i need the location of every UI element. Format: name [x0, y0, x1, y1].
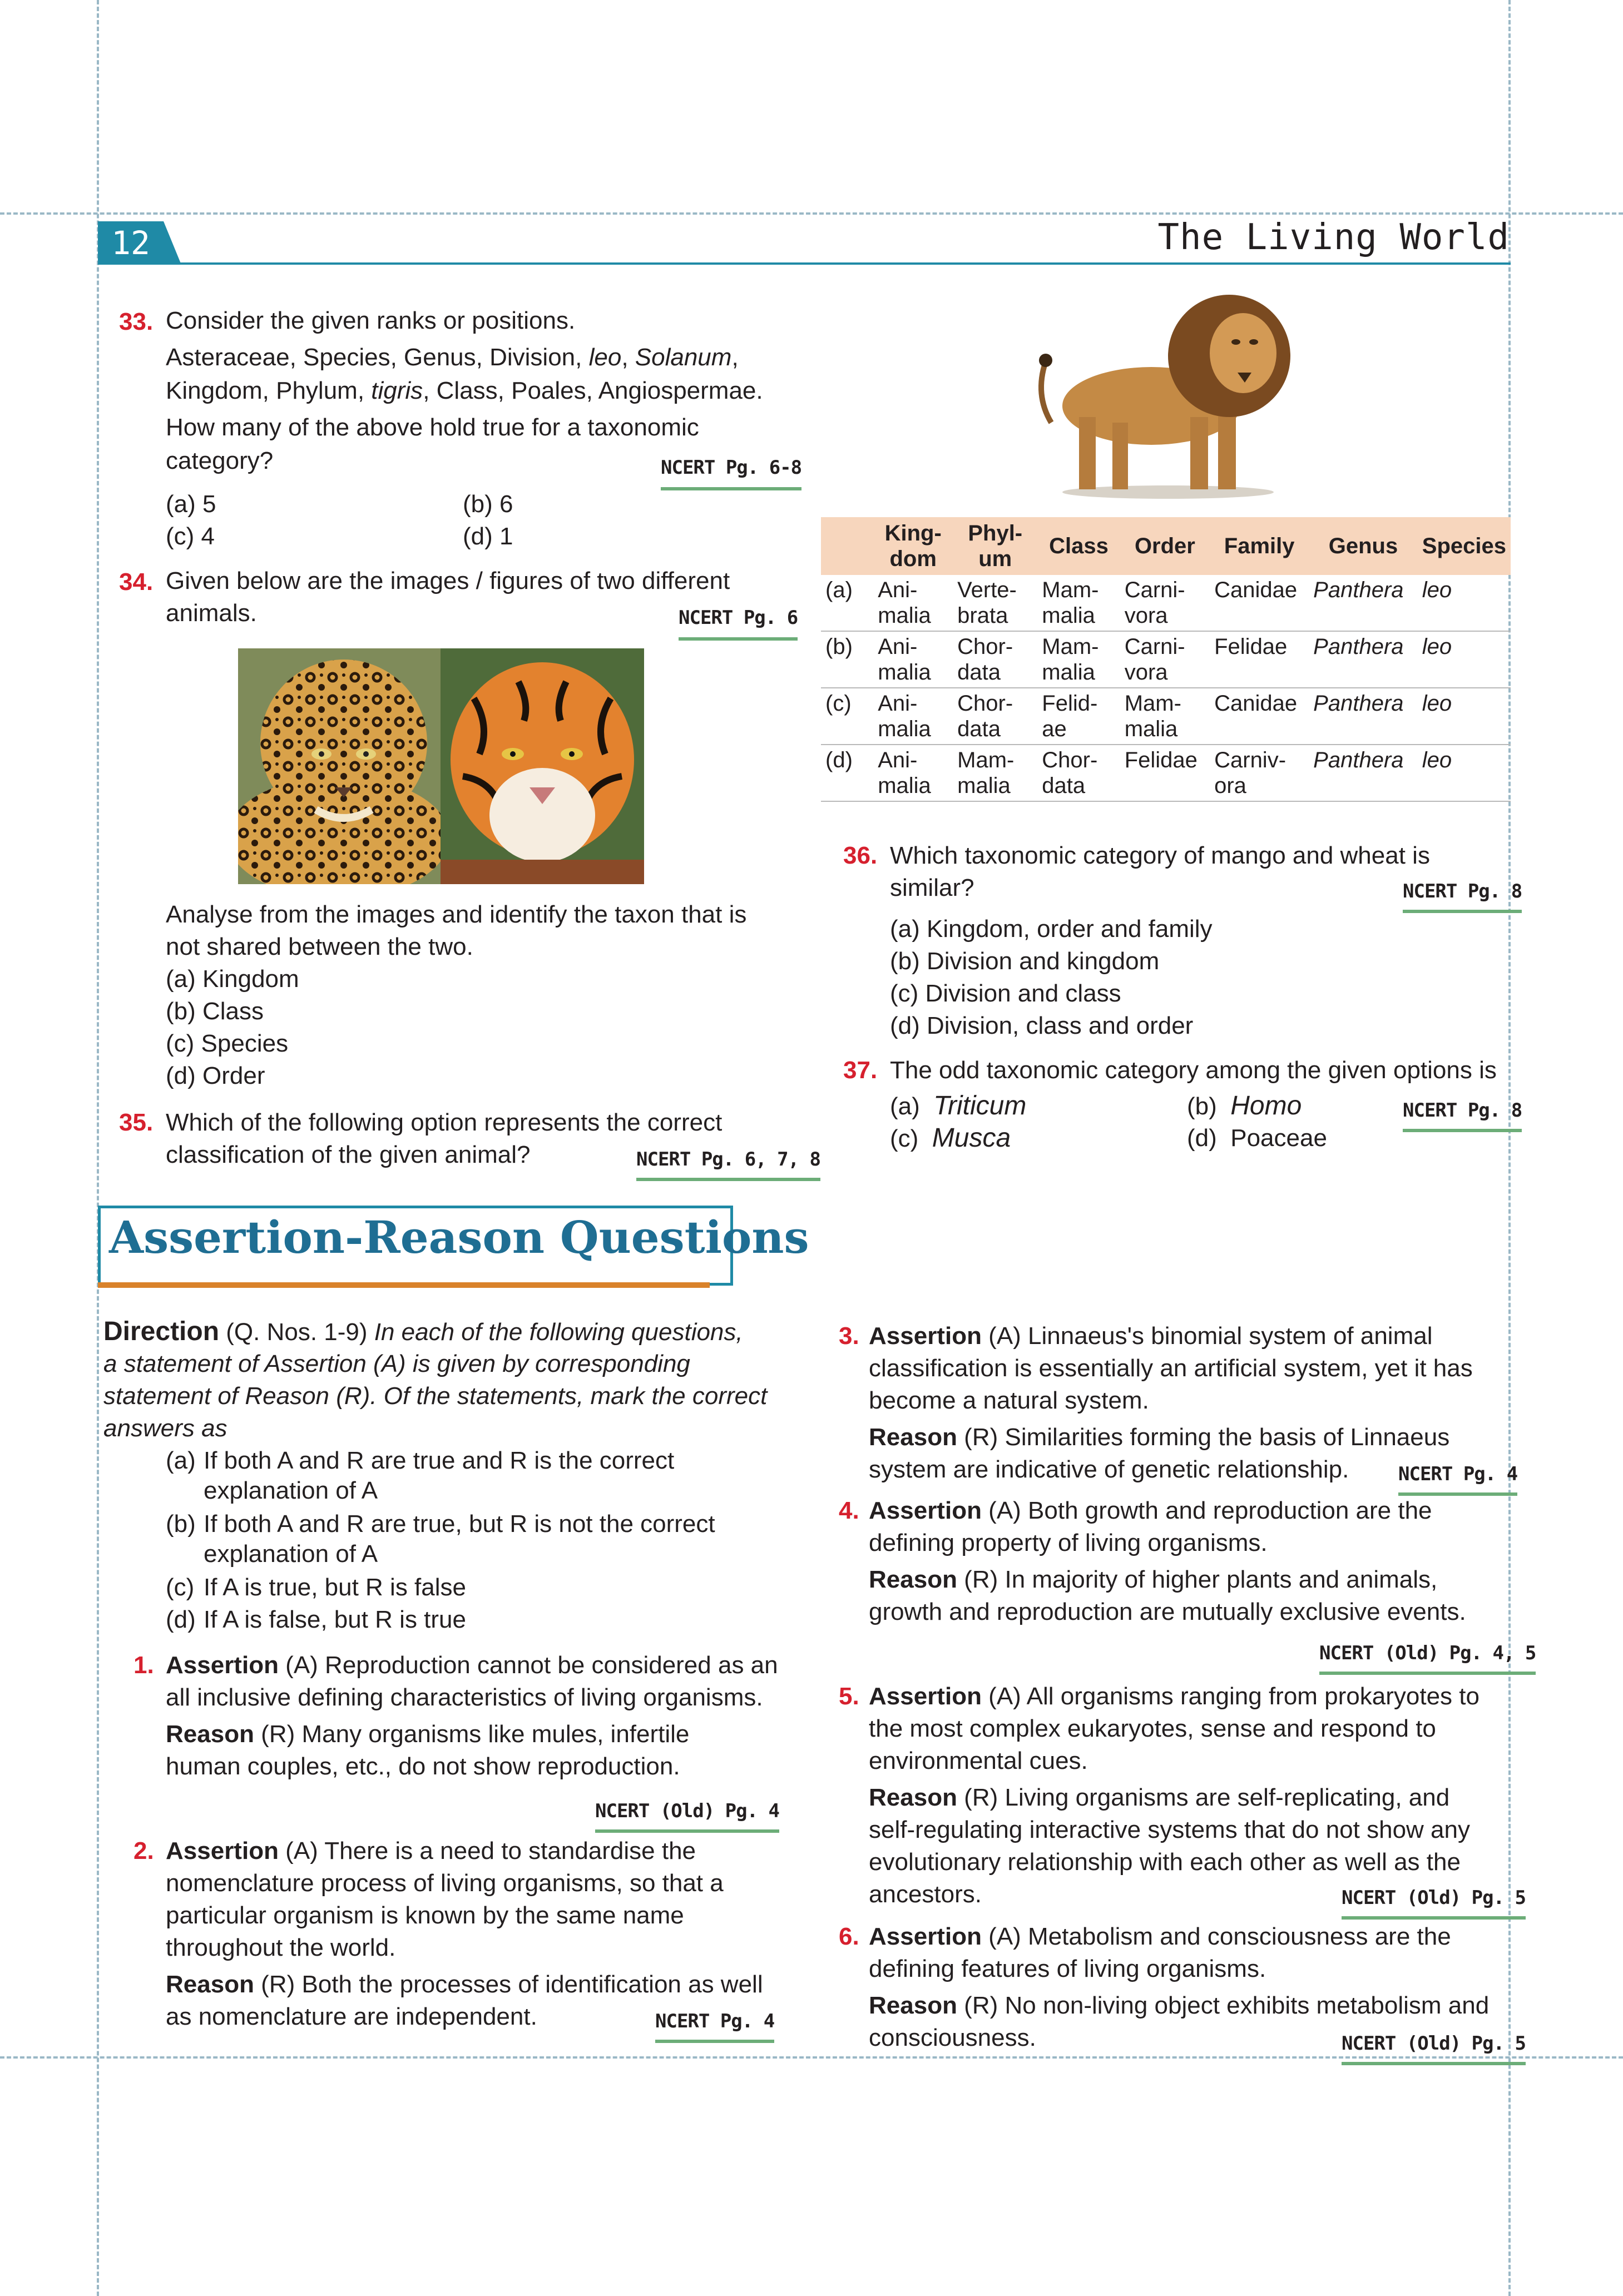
- question-text: Kingdom, Phylum, tigris, Class, Poales, Angiospermae.: [166, 377, 763, 404]
- question-number: 1.: [133, 1652, 154, 1679]
- table-cell: Felidae: [1210, 631, 1309, 688]
- assertion-text: Assertion (A) Reproduction cannot be considered as an: [166, 1652, 778, 1679]
- question-text: animals.: [166, 599, 257, 627]
- option-label: (c): [166, 1574, 195, 1601]
- column-header: King- dom: [873, 517, 953, 575]
- option-a: (a) Triticum: [890, 1091, 1027, 1120]
- option-a: (a) Kingdom, order and family: [890, 915, 1213, 943]
- assertion-text: environmental cues.: [869, 1747, 1088, 1774]
- table-cell: Mam- malia: [1037, 631, 1120, 688]
- question-text: Consider the given ranks or positions.: [166, 307, 576, 334]
- assertion-text: particular organism is known by the same name: [166, 1902, 684, 1929]
- column-header: [821, 517, 873, 575]
- direction-text: Direction (Q. Nos. 1-9) In each of the following questions,: [103, 1317, 743, 1346]
- table-cell: Mam- malia: [953, 745, 1037, 801]
- reason-text: human couples, etc., do not show reproduction.: [166, 1753, 680, 1780]
- question-text: The odd taxonomic category among the given options is: [890, 1057, 1497, 1084]
- table-cell: Panthera: [1309, 575, 1418, 631]
- page-number: 12: [98, 221, 164, 265]
- table-cell: Ani- malia: [873, 688, 953, 745]
- table-header-row: [821, 517, 1511, 575]
- crop-line-top: [0, 212, 1623, 215]
- column-header: Order: [1120, 517, 1210, 575]
- question-text: Given below are the images / figures of two different: [166, 567, 730, 594]
- table-cell: Felid- ae: [1037, 688, 1120, 745]
- classification-table: [821, 517, 1511, 802]
- question-text: not shared between the two.: [166, 933, 473, 960]
- table-cell: Carniv- ora: [1210, 745, 1309, 801]
- reason-text: system are indicative of genetic relationship.: [869, 1456, 1349, 1483]
- question-number: 33.: [119, 308, 154, 335]
- option-text: If A is false, but R is true: [204, 1606, 466, 1633]
- option-c: (c) Division and class: [890, 980, 1121, 1007]
- ncert-reference: NCERT Pg. 6, 7, 8: [636, 1143, 820, 1181]
- question-text: similar?: [890, 874, 974, 901]
- chapter-title: The Living World: [1157, 217, 1510, 258]
- ncert-reference: NCERT Pg. 4: [655, 2005, 774, 2043]
- table-cell: leo: [1418, 745, 1511, 801]
- table-cell: leo: [1418, 631, 1511, 688]
- option-b: (b) 6: [463, 490, 513, 518]
- table-cell: Panthera: [1309, 631, 1418, 688]
- table-cell: leo: [1418, 575, 1511, 631]
- direction-text: answers as: [103, 1415, 227, 1442]
- table-cell: Chor- data: [1037, 745, 1120, 801]
- table-cell: Verte- brata: [953, 575, 1037, 631]
- lion-image: [1029, 295, 1302, 500]
- assertion-text: classification is essentially an artificial system, yet it has: [869, 1355, 1473, 1382]
- question-number: 2.: [133, 1837, 154, 1864]
- question-number: 4.: [839, 1497, 859, 1524]
- table-cell: Mam- malia: [1037, 575, 1120, 631]
- question-number: 35.: [119, 1109, 154, 1136]
- reason-text: Reason (R) Many organisms like mules, infertile: [166, 1720, 690, 1748]
- table-cell: Felidae: [1120, 745, 1210, 801]
- reason-text: Reason (R) Living organisms are self-replicating, and: [869, 1784, 1450, 1811]
- option-d: (d) Poaceae: [1187, 1124, 1327, 1152]
- reason-text: as nomenclature are independent.: [166, 2003, 537, 2030]
- column-header: Species: [1418, 517, 1511, 575]
- ncert-reference: NCERT Pg. 8: [1403, 875, 1522, 913]
- table-cell: (b): [821, 631, 873, 688]
- option-d: (d) Order: [166, 1062, 265, 1089]
- assertion-text: Assertion (A) There is a need to standardise the: [166, 1837, 696, 1864]
- table-row: [821, 575, 1511, 631]
- section-title: Assertion-Reason Questions: [109, 1211, 809, 1263]
- header-rule: [98, 262, 1511, 265]
- section-title-underline: [98, 1282, 710, 1288]
- question-text: How many of the above hold true for a taxonomic: [166, 414, 699, 441]
- reason-text: self-regulating interactive systems that do not show any: [869, 1816, 1470, 1843]
- ncert-reference: NCERT (Old) Pg. 5: [1342, 2027, 1526, 2065]
- question-number: 34.: [119, 568, 154, 596]
- ncert-reference: NCERT Pg. 6-8: [661, 450, 801, 490]
- reason-text: Reason (R) Similarities forming the basis of Linnaeus: [869, 1424, 1450, 1451]
- option-text: If both A and R are true, but R is not the correct: [204, 1510, 715, 1538]
- table-cell: Canidae: [1210, 688, 1309, 745]
- table-cell: leo: [1418, 688, 1511, 745]
- column-header: Genus: [1309, 517, 1418, 575]
- table-cell: Canidae: [1210, 575, 1309, 631]
- option-text: explanation of A: [204, 1540, 378, 1568]
- table-cell: Carni- vora: [1120, 631, 1210, 688]
- option-label: (a): [166, 1447, 196, 1474]
- column-header: Phyl- um: [953, 517, 1037, 575]
- option-label: (d): [166, 1606, 196, 1633]
- table-cell: (c): [821, 688, 873, 745]
- option-a: (a) 5: [166, 490, 216, 518]
- ncert-reference: NCERT (Old) Pg. 4, 5: [1319, 1637, 1536, 1675]
- ncert-reference: NCERT Pg. 6: [679, 601, 798, 641]
- question-text: Asteraceae, Species, Genus, Division, leo, Solanum,: [166, 344, 739, 371]
- option-d: (d) 1: [463, 523, 513, 550]
- reason-text: growth and reproduction are mutually exclusive events.: [869, 1598, 1466, 1625]
- question-text: Which taxonomic category of mango and wheat is: [890, 842, 1430, 869]
- reason-text: evolutionary relationship with each other as well as the: [869, 1848, 1461, 1876]
- question-number: 37.: [843, 1057, 878, 1084]
- ncert-reference: NCERT Pg. 8: [1403, 1094, 1522, 1132]
- ncert-reference: NCERT Pg. 4: [1398, 1458, 1517, 1496]
- option-text: explanation of A: [204, 1477, 378, 1504]
- option-b: (b) Homo: [1187, 1091, 1302, 1120]
- table-cell: Ani- malia: [873, 745, 953, 801]
- column-header: Family: [1210, 517, 1309, 575]
- option-text: If A is true, but R is false: [204, 1574, 466, 1601]
- assertion-text: all inclusive defining characteristics of living organisms.: [166, 1684, 763, 1711]
- tiger-image: [441, 648, 644, 884]
- table-cell: Chor- data: [953, 631, 1037, 688]
- table-cell: Chor- data: [953, 688, 1037, 745]
- question-number: 6.: [839, 1923, 859, 1950]
- table-cell: Mam- malia: [1120, 688, 1210, 745]
- option-a: (a) Kingdom: [166, 965, 299, 993]
- table-cell: (a): [821, 575, 873, 631]
- assertion-text: Assertion (A) All organisms ranging from prokaryotes to: [869, 1683, 1479, 1710]
- option-d: (d) Division, class and order: [890, 1012, 1194, 1039]
- table-cell: Panthera: [1309, 688, 1418, 745]
- direction-text: a statement of Assertion (A) is given by corresponding: [103, 1350, 690, 1377]
- reason-text: ancestors.: [869, 1881, 982, 1908]
- assertion-text: defining property of living organisms.: [869, 1529, 1268, 1556]
- table-cell: Panthera: [1309, 745, 1418, 801]
- question-number: 5.: [839, 1683, 859, 1710]
- question-text: category?: [166, 447, 274, 474]
- ncert-reference: NCERT (Old) Pg. 4: [595, 1795, 779, 1833]
- table-cell: (d): [821, 745, 873, 801]
- question-number: 36.: [843, 842, 878, 869]
- question-number: 3.: [839, 1322, 859, 1350]
- table-row: [821, 631, 1511, 688]
- option-b: (b) Class: [166, 998, 264, 1025]
- option-c: (c) 4: [166, 523, 215, 550]
- assertion-text: defining features of living organisms.: [869, 1955, 1266, 1982]
- reason-text: Reason (R) In majority of higher plants and animals,: [869, 1566, 1438, 1593]
- assertion-text: Assertion (A) Metabolism and consciousness are the: [869, 1923, 1451, 1950]
- option-label: (b): [166, 1510, 196, 1538]
- crop-line-left: [97, 0, 99, 2296]
- reason-text: Reason (R) Both the processes of identification as well: [166, 1971, 763, 1998]
- jaguar-image: [238, 648, 441, 884]
- option-text: If both A and R are true and R is the correct: [204, 1447, 675, 1474]
- table-row: [821, 745, 1511, 801]
- assertion-text: throughout the world.: [166, 1934, 396, 1961]
- column-header: Class: [1037, 517, 1120, 575]
- assertion-text: the most complex eukaryotes, sense and respond to: [869, 1715, 1436, 1742]
- table-cell: Ani- malia: [873, 575, 953, 631]
- assertion-text: nomenclature process of living organisms, so that a: [166, 1869, 724, 1897]
- question-text: classification of the given animal?: [166, 1141, 531, 1168]
- table-cell: Carni- vora: [1120, 575, 1210, 631]
- option-c: (c) Species: [166, 1030, 289, 1057]
- option-c: (c) Musca: [890, 1123, 1011, 1153]
- crop-line-right: [1508, 0, 1511, 2296]
- assertion-text: become a natural system.: [869, 1387, 1149, 1414]
- table-cell: Ani- malia: [873, 631, 953, 688]
- ncert-reference: NCERT (Old) Pg. 5: [1342, 1882, 1526, 1920]
- assertion-text: Assertion (A) Both growth and reproduction are the: [869, 1497, 1432, 1524]
- option-b: (b) Division and kingdom: [890, 948, 1160, 975]
- table-row: [821, 688, 1511, 745]
- direction-text: statement of Reason (R). Of the statements, mark the correct: [103, 1382, 768, 1410]
- question-text: Which of the following option represents the correct: [166, 1109, 723, 1136]
- question-text: Analyse from the images and identify the taxon that is: [166, 901, 747, 928]
- reason-text: consciousness.: [869, 2024, 1036, 2051]
- reason-text: Reason (R) No non-living object exhibits metabolism and: [869, 1992, 1490, 2019]
- assertion-text: Assertion (A) Linnaeus's binomial system of animal: [869, 1322, 1433, 1350]
